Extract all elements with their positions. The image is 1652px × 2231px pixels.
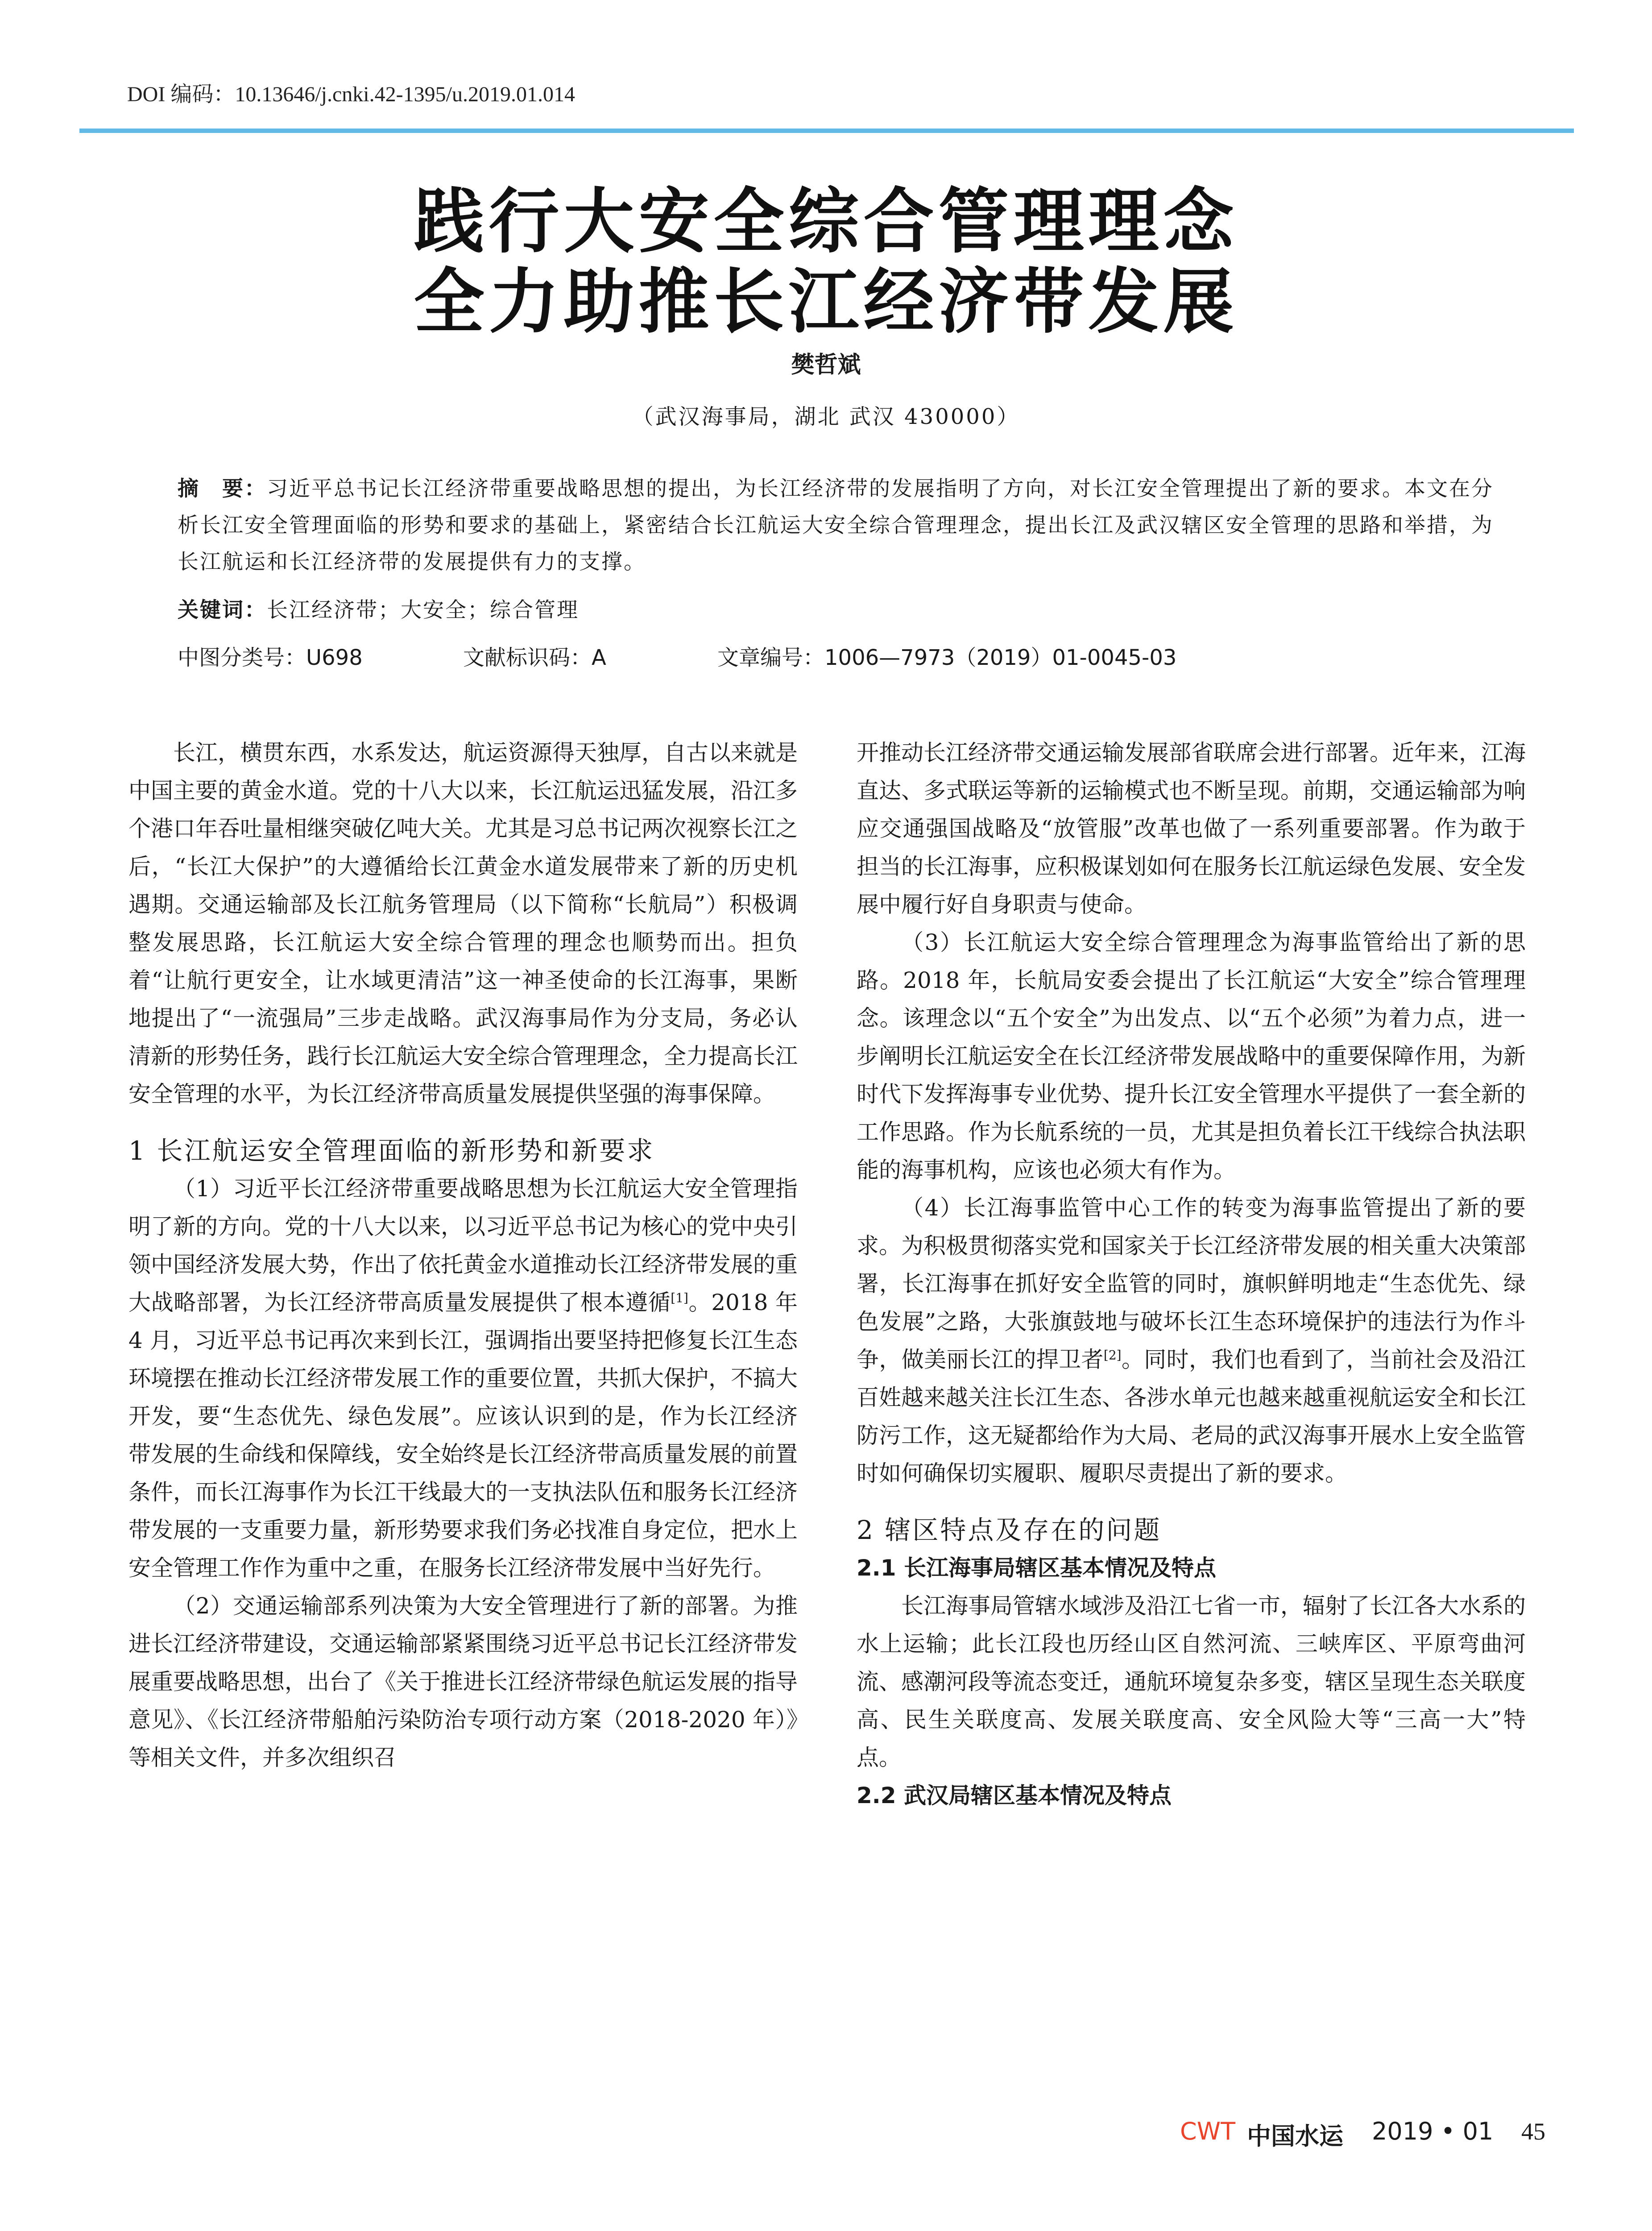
footer-issue: 2019 • 01 <box>1372 2117 1494 2145</box>
keywords-label: 关键词： <box>178 598 267 622</box>
article-number: 文章编号：1006—7973（2019）01-0045-03 <box>717 645 1177 670</box>
abstract-text: 习近平总书记长江经济带重要战略思想的提出，为长江经济带的发展指明了方向，对长江安全管理提出了新的要求。本文在分析长江安全管理面临的形势和要求的基础上，紧密结合长江航运大安全综合管理理念，提出长江及武汉辖区安全管理的思路和举措，为长江航运和长江经济带的发展提供有力的支撑。 <box>178 477 1494 574</box>
doi-code: DOI 编码：10.13646/j.cnki.42-1395/u.2019.01.014 <box>127 83 575 106</box>
paragraph-point-4: （4）长江海事监管中心工作的转变为海事监管提出了新的要求。为积极贯彻落实党和国家关于长江经济带发展的相关重大决策部署，长江海事在抓好安全监管的同时，旗帜鲜明地走“生态优先、绿色发展”之路，大张旗鼓地与破坏长江生态环境保护的违法行为作斗争，做美丽长江的捍卫者[2]。同时，我们也看到了，当前社会及沿江百姓越来越关注长江生态、各涉水单元也越来越重视航运安全和长江防污工作，这无疑都给作为大局、老局的武汉海事开展水上安全监管时如何确保切实履职、履职尽责提出了新的要求。 <box>857 1195 1526 1486</box>
page-number: 45 <box>1521 2118 1545 2145</box>
header-rule <box>79 129 1574 133</box>
paragraph-point-3: （3）长江航运大安全综合管理理念为海事监管给出了新的思路。2018 年，长航局安委会提出了长江航运“大安全”综合管理理念。该理念以“五个安全”为出发点、以“五个必须”为着力点，进一步阐明长江航运安全在长江经济带发展战略中的重要保障作用，为新时代下发挥海事专业优势、提升长江安全管理水平提供了一套全新的工作思路。作为长航系统的一员，尤其是担负着长江干线综合执法职能的海事机构，应该也必须大有作为。 <box>857 929 1526 1183</box>
paragraph-2-1: 长江海事局管辖水域涉及沿江七省一市，辐射了长江各大水系的水上运输；此长江段也历经山区自然河流、三峡库区、平原弯曲河流、感潮河段等流态变迁，通航环境复杂多变，辖区呈现生态关联度高、民生关联度高、发展关联度高、安全风险大等“三高一大”特点。 <box>857 1593 1526 1771</box>
clc-number: 中图分类号：U698 <box>178 645 363 670</box>
footer-cwt-logo: CWT <box>1180 2117 1236 2145</box>
right-column <box>857 734 1526 1815</box>
paragraph-point-1: （1）习近平长江经济带重要战略思想为长江航运大安全管理指明了新的方向。党的十八大以来，以习近平总书记为核心的党中央引领中国经济发展大势，作出了依托黄金水道推动长江经济带发展的重大战略部署，为长江经济带高质量发展提供了根本遵循[1]。2018 年 4 月，习近平总书记再次来到长江，强调指出要坚持把修复长江生态环境摆在推动长江经济带发展工作的重要位置，共抓大保护，不搞大开发，要“生态优先、绿色发展”。应该认识到的是，作为长江经济带发展的生命线和保障线，安全始终是长江经济带高质量发展的前置条件，而长江海事作为长江干线最大的一支执法队伍和服务长江经济带发展的一支重要力量，新形势要求我们务必找准自身定位，把水上安全管理工作作为重中之重，在服务长江经济带发展中当好先行。 <box>128 1176 798 1581</box>
section-2-1-heading: 2.1 长江海事局辖区基本情况及特点 <box>857 1555 1216 1581</box>
intro-paragraph: 长江，横贯东西，水系发达，航运资源得天独厚，自古以来就是中国主要的黄金水道。党的十八大以来，长江航运迅猛发展，沿江多个港口年吞吐量相继突破亿吨大关。尤其是习总书记两次视察长江之后，“长江大保护”的大遵循给长江黄金水道发展带来了新的历史机遇期。交通运输部及长江航务管理局（以下简称“长航局”）积极调整发展思路，长江航运大安全综合管理的理念也顺势而出。担负着“让航行更安全，让水域更清洁”这一神圣使命的长江海事，果断地提出了“一流强局”三步走战略。武汉海事局作为分支局，务必认清新的形势任务，践行长江航运大安全综合管理理念，全力提高长江安全管理的水平，为长江经济带高质量发展提供坚强的海事保障。 <box>128 740 798 1107</box>
citation-2: [2] <box>1103 1348 1122 1363</box>
keywords-text: 长江经济带；大安全；综合管理 <box>267 598 579 622</box>
section-2-2-heading: 2.2 武汉局辖区基本情况及特点 <box>857 1783 1172 1808</box>
document-code: 文献标识码：A <box>463 645 606 670</box>
affiliation: （武汉海事局，湖北 武汉 430000） <box>632 404 1020 429</box>
keywords <box>178 593 1494 623</box>
paper-title-line-2: 全力助推长江经济带发展 <box>414 261 1238 343</box>
abstract <box>178 471 1494 581</box>
paragraph-point-2: （2）交通运输部系列决策为大安全管理进行了新的部署。为推进长江经济带建设，交通运输部紧紧围绕习近平总书记长江经济带发展重要战略思想，出台了《关于推进长江经济带绿色航运发展的指导意见》、《长江经济带船舶污染防治专项行动方案（2018-2020 年）》等相关文件，并多次组织召 <box>128 1593 798 1771</box>
left-column <box>128 734 798 1777</box>
author: 樊哲斌 <box>791 352 861 378</box>
section-1-heading: 1 长江航运安全管理面临的新形势和新要求 <box>128 1136 655 1166</box>
paragraph-point-2-cont: 开推动长江经济带交通运输发展部省联席会进行部署。近年来，江海直达、多式联运等新的运输模式也不断呈现。前期，交通运输部为响应交通强国战略及“放管服”改革也做了一系列重要部署。作为敢于担当的长江海事，应积极谋划如何在服务长江航运绿色发展、安全发展中履行好自身职责与使命。 <box>857 740 1526 917</box>
paper-title-line-1: 践行大安全综合管理理念 <box>414 180 1238 263</box>
abstract-label: 摘 要： <box>178 477 267 501</box>
section-2-heading: 2 辖区特点及存在的问题 <box>857 1515 1162 1545</box>
citation-1: [1] <box>671 1290 688 1306</box>
footer-journal-name: 中国水运 <box>1247 2122 1343 2150</box>
